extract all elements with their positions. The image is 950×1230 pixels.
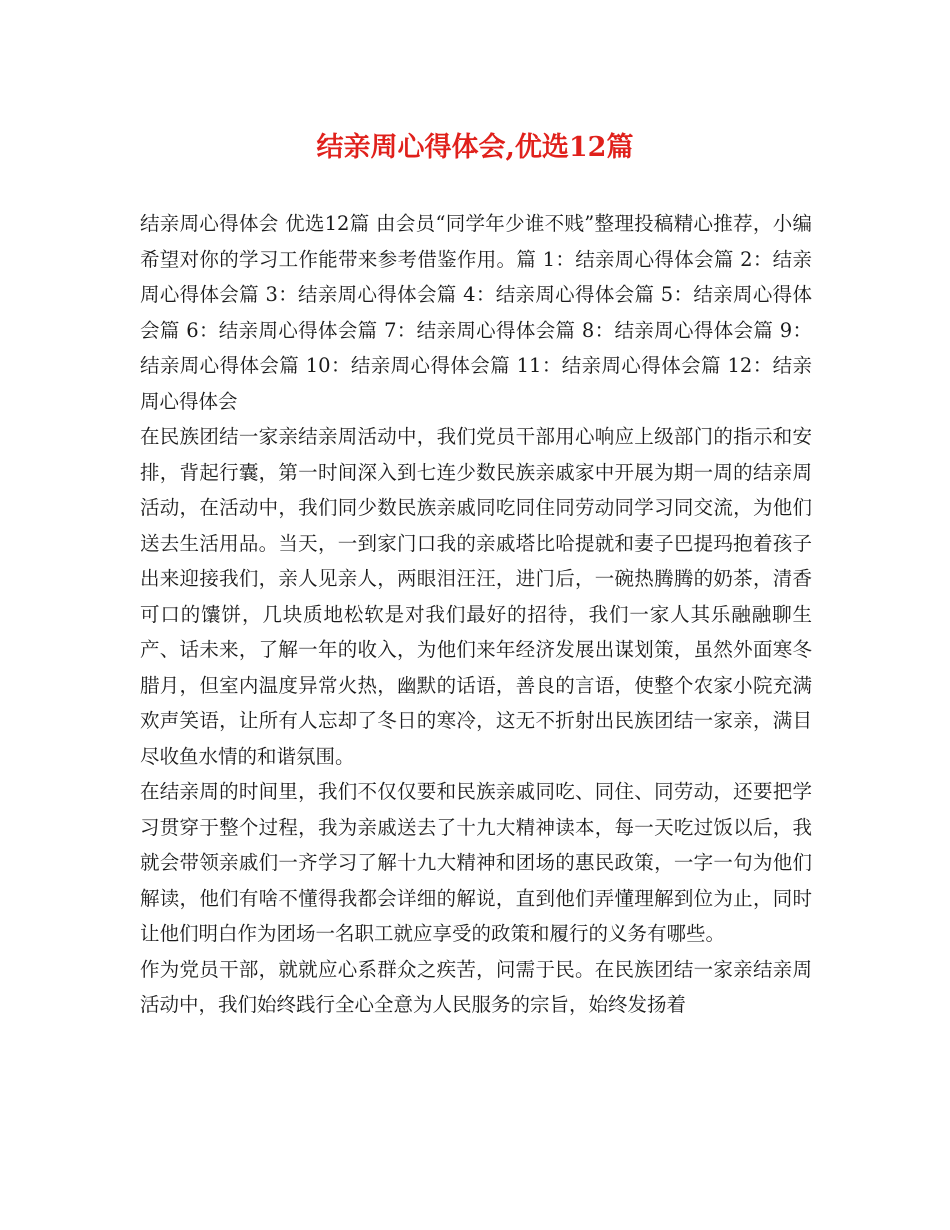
paragraph-visit: 在民族团结一家亲结亲周活动中，我们党员干部用心响应上级部门的指示和安排，背起行囊，第一时间深入到七连少数民族亲戚家中开展为期一周的结亲周活动，在活动中，我们同少数民族亲戚同吃同住同劳动同学习同交流，为他们送去生活用品。当天，一到家门口我的亲戚塔比哈提就和妻子巴提玛抱着孩子出来迎接我们，亲人见亲人，两眼泪汪汪，进门后，一碗热腾腾的奶茶，清香可口的馕饼，几块质地松软是对我们最好的招待，我们一家人其乐融融聊生产、话未来，了解一年的收入，为他们来年经济发展出谋划策，虽然外面寒冬腊月，但室内温度异常火热，幽默的话语，善良的言语，使整个农家小院充满欢声笑语，让所有人忘却了冬日的寒冷，这无不折射出民族团结一家亲，满目尽收鱼水情的和谐氛围。 bbox=[140, 425, 812, 768]
paragraph-study: 在结亲周的时间里，我们不仅仅要和民族亲戚同吃、同住、同劳动，还要把学习贯穿于整个过程，我为亲戚送去了十九大精神读本，每一天吃过饭以后，我就会带领亲戚们一齐学习了解十九大精神和团场的惠民政策，一字一句为他们解读，他们有啥不懂得我都会详细的解说，直到他们弄懂理解到位为止，同时让他们明白作为团场一名职工就应享受的政策和履行的义务有哪些。 bbox=[140, 780, 812, 945]
document-body bbox=[140, 206, 812, 1023]
document-title: 结亲周心得体会,优选12篇 bbox=[316, 132, 634, 163]
paragraph-service: 作为党员干部，就就应心系群众之疾苦，问需于民。在民族团结一家亲结亲周活动中，我们始终践行全心全意为人民服务的宗旨，始终发扬着 bbox=[140, 957, 812, 1016]
paragraph-intro: 结亲周心得体会 优选12篇 由会员“同学年少谁不贱”整理投稿精心推荐，小编希望对你的学习工作能带来参考借鉴作用。篇 1：结亲周心得体会篇 2：结亲周心得体会篇 3：结亲周心得体会篇 4：结亲周心得体会篇 5：结亲周心得体会篇 6：结亲周心得体会篇 7：结亲周心得体会篇 8：结亲周心得体会篇 9：结亲周心得体会篇 10：结亲周心得体会篇 11：结亲周心得体会篇 12：结亲周心得体会 bbox=[140, 212, 812, 413]
